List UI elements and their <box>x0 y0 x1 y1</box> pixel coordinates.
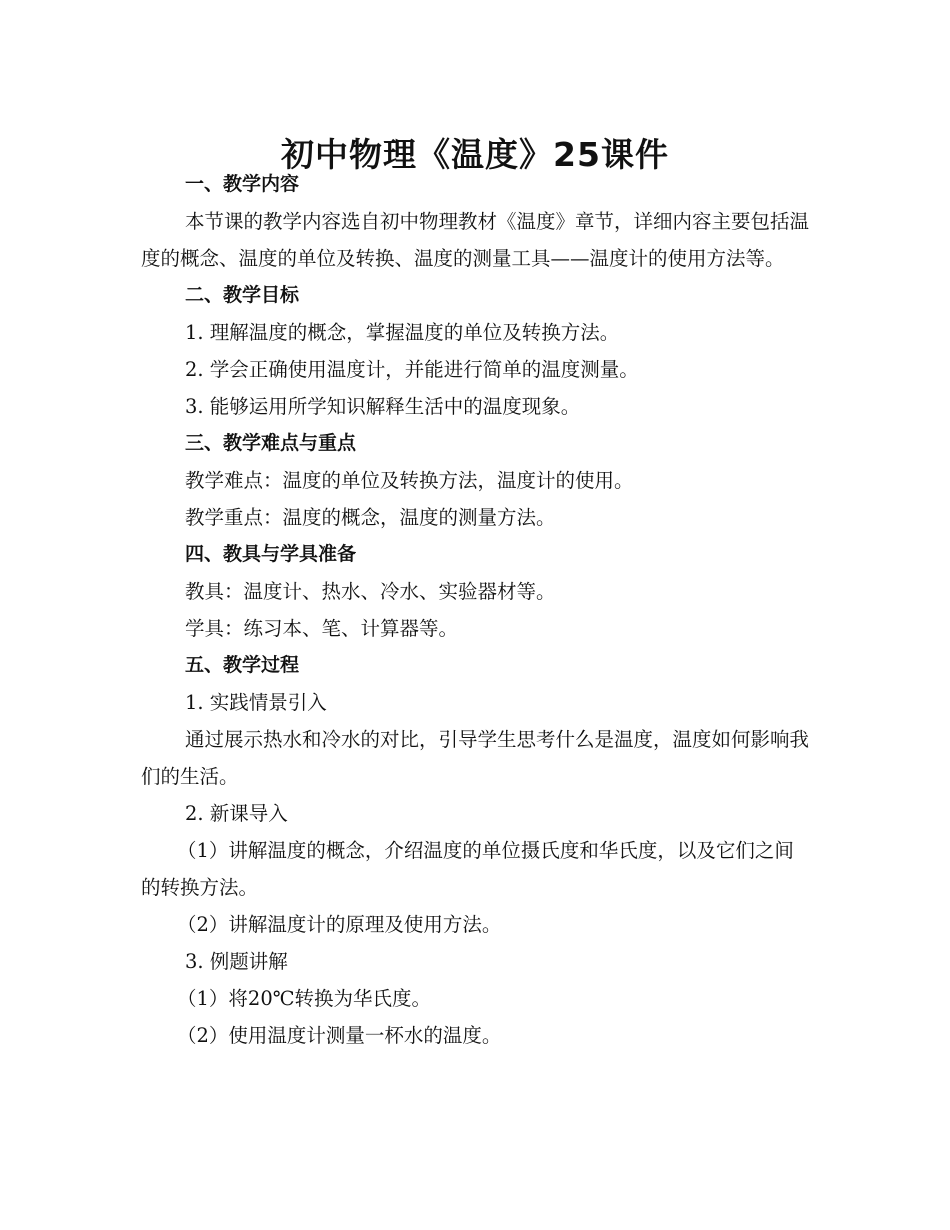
goal-item: 3. 能够运用所学知识解释生活中的温度现象。 <box>185 395 581 418</box>
section-heading-difficulties: 三、教学难点与重点 <box>185 432 357 454</box>
process-sub-item: （2）讲解温度计的原理及使用方法。 <box>177 913 502 936</box>
process-sub-item: （2）使用温度计测量一杯水的温度。 <box>177 1024 502 1047</box>
section-heading-content: 一、教学内容 <box>185 173 300 195</box>
section-heading-materials: 四、教具与学具准备 <box>185 543 357 565</box>
process-sub-item: （1）将20℃转换为华氏度。 <box>177 987 432 1010</box>
process-step-title: 2. 新课导入 <box>185 802 288 825</box>
document-title: 初中物理《温度》25课件 <box>281 135 669 175</box>
goal-item: 1. 理解温度的概念，掌握温度的单位及转换方法。 <box>185 321 620 344</box>
goal-item: 2. 学会正确使用温度计，并能进行简单的温度测量。 <box>185 358 639 381</box>
process-step-text: 通过展示热水和冷水的对比，引导学生思考什么是温度，温度如何影响我们的生活。 <box>141 728 810 788</box>
document-body <box>141 166 809 1054</box>
content-paragraph: 本节课的教学内容选自初中物理教材《温度》章节，详细内容主要包括温度的概念、温度的单位及转换、温度的测量工具——温度计的使用方法等。 <box>141 210 810 270</box>
process-step-title: 1. 实践情景引入 <box>185 691 327 714</box>
teaching-key-point: 教学重点：温度的概念，温度的测量方法。 <box>185 506 556 529</box>
process-sub-item: （1）讲解温度的概念，介绍温度的单位摄氏度和华氏度，以及它们之间的转换方法。 <box>141 839 794 899</box>
process-step-title: 3. 例题讲解 <box>185 950 288 973</box>
section-heading-goals: 二、教学目标 <box>185 284 300 306</box>
learning-aids: 学具：练习本、笔、计算器等。 <box>185 617 459 640</box>
teaching-aids: 教具：温度计、热水、冷水、实验器材等。 <box>185 580 556 603</box>
teaching-difficulty: 教学难点：温度的单位及转换方法，温度计的使用。 <box>185 469 634 492</box>
section-heading-process: 五、教学过程 <box>185 654 300 676</box>
